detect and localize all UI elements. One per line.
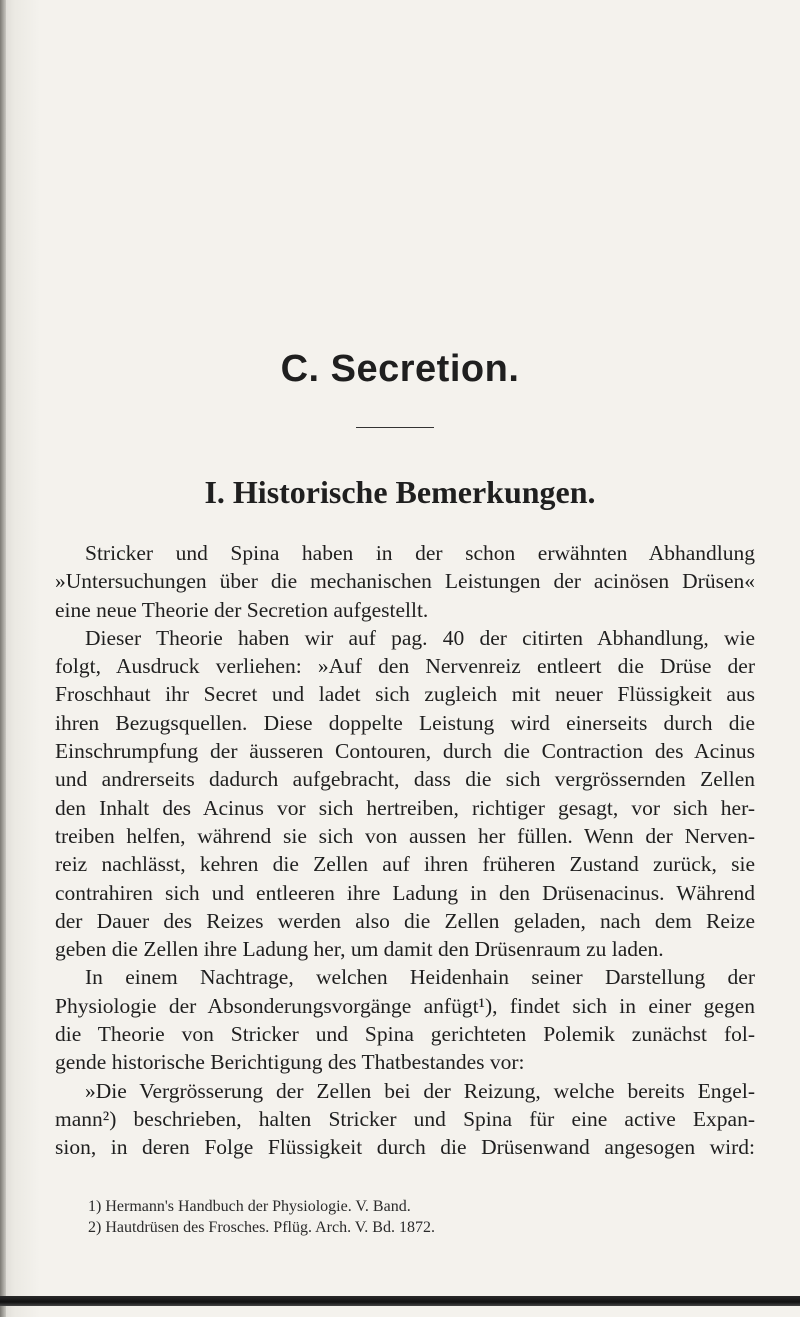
footnote: 2) Hautdrüsen des Frosches. Pflüg. Arch. V. Bd. 1872. bbox=[88, 1219, 435, 1236]
text-line: der Dauer des Reizes werden also die Zellen geladen, nach dem Reize bbox=[55, 908, 755, 933]
text-line: In einem Nachtrage, welchen Heidenhain seiner Darstellung der bbox=[85, 965, 755, 990]
title-divider bbox=[356, 427, 434, 428]
text-line: »Die Vergrösserung der Zellen bei der Reizung, welche bereits Engel- bbox=[85, 1078, 755, 1103]
body-text bbox=[55, 539, 755, 1162]
text-line: reiz nachlässt, kehren die Zellen auf ihren früheren Zustand zurück, sie bbox=[55, 852, 755, 877]
subsection-title: I. Historische Bemerkungen. bbox=[204, 474, 596, 510]
text-line: Einschrumpfung der äusseren Contouren, durch die Contraction des Acinus bbox=[55, 739, 755, 764]
text-line: Froschhaut ihr Secret und ladet sich zugleich mit neuer Flüssigkeit aus bbox=[55, 682, 755, 707]
text-line: mann²) beschrieben, halten Stricker und Spina für eine active Expan- bbox=[55, 1106, 755, 1131]
text-line: den Inhalt des Acinus vor sich hertreiben, richtiger gesagt, vor sich her- bbox=[55, 795, 755, 820]
text-line: folgt, Ausdruck verliehen: »Auf den Nervenreiz entleert die Drüse der bbox=[55, 654, 755, 679]
text-line: Stricker und Spina haben in der schon erwähnten Abhandlung bbox=[85, 541, 755, 565]
text-line: ihren Bezugsquellen. Diese doppelte Leistung wird einerseits durch die bbox=[55, 710, 755, 735]
page-binding-edge bbox=[0, 0, 6, 1317]
footnotes bbox=[88, 1196, 748, 1238]
text-line: sion, in deren Folge Flüssigkeit durch die Drüsenwand angesogen wird: bbox=[55, 1135, 755, 1160]
text-line: »Untersuchungen über die mechanischen Leistungen der acinösen Drüsen« bbox=[55, 569, 755, 594]
text-line: und andrerseits dadurch aufgebracht, dass die sich vergrössernden Zellen bbox=[55, 767, 755, 792]
text-line: gende historische Berichtigung des Thatbestandes vor: bbox=[55, 1050, 525, 1075]
text-line: contrahiren sich und entleeren ihre Ladung in den Drüsenacinus. Während bbox=[55, 880, 755, 905]
text-line: treiben helfen, während sie sich von aussen her füllen. Wenn der Nerven- bbox=[55, 823, 755, 848]
scan-bottom-edge bbox=[0, 1296, 800, 1306]
text-line: geben die Zellen ihre Ladung her, um damit den Drüsenraum zu laden. bbox=[55, 937, 664, 962]
text-line: eine neue Theorie der Secretion aufgestellt. bbox=[55, 597, 429, 622]
text-line: Dieser Theorie haben wir auf pag. 40 der citirten Abhandlung, wie bbox=[85, 625, 755, 650]
section-title: C. Secretion. bbox=[280, 348, 520, 390]
footnote: 1) Hermann's Handbuch der Physiologie. V. Band. bbox=[88, 1198, 411, 1215]
text-line: die Theorie von Stricker und Spina gerichteten Polemik zunächst fol- bbox=[55, 1022, 755, 1047]
text-line: Physiologie der Absonderungsvorgänge anfügt¹), findet sich in einer gegen bbox=[55, 993, 755, 1018]
